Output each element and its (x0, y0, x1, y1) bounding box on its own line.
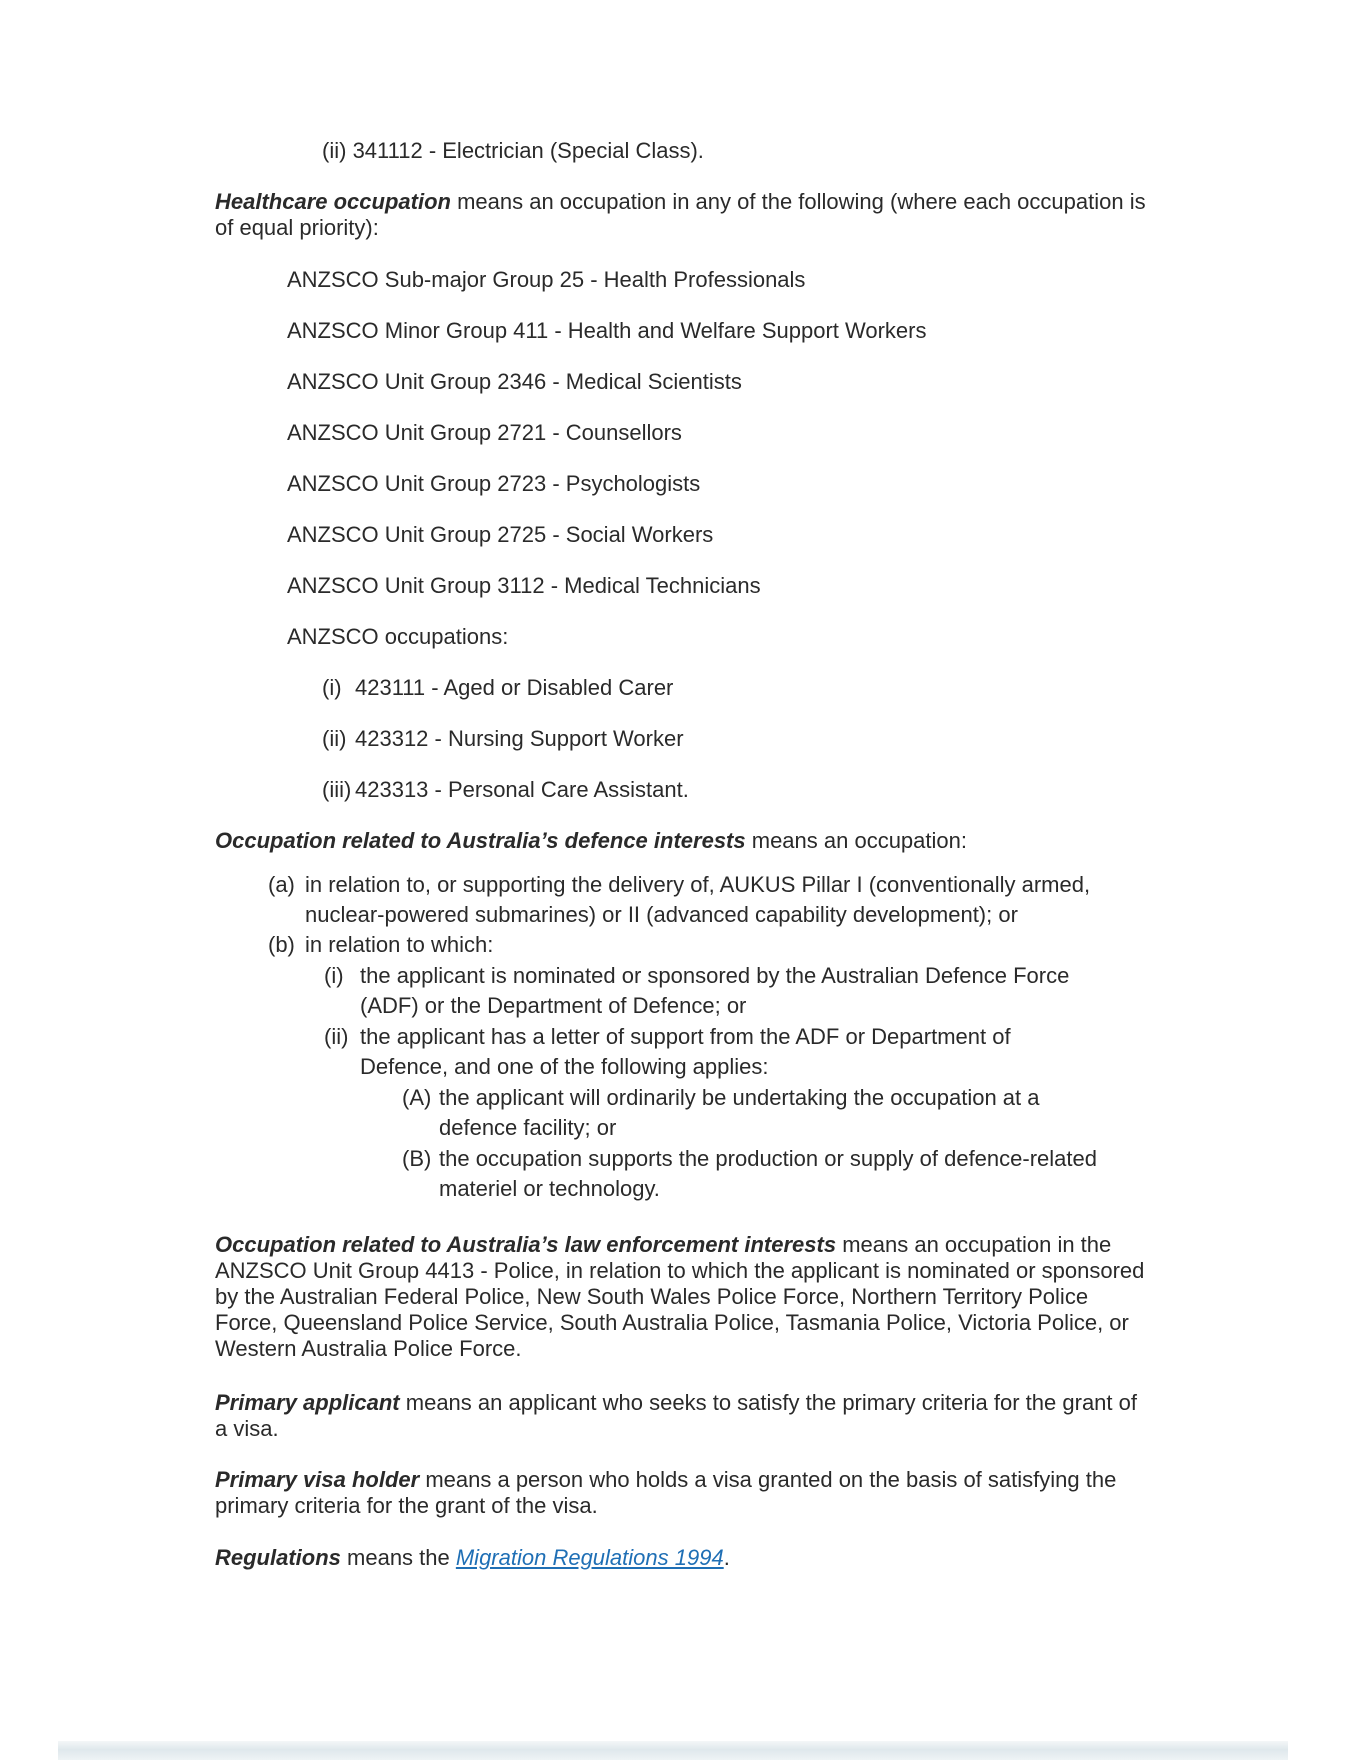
defence-sub-i-line: (ADF) or the Department of Defence; or (360, 993, 747, 1018)
law-enforcement-definition (215, 1232, 1155, 1362)
scan-edge-band (58, 1741, 1288, 1760)
primary-applicant-definition (215, 1390, 1155, 1442)
healthcare-group-item: ANZSCO Minor Group 411 - Health and Welfare Support Workers (287, 318, 927, 343)
primary-visa-holder-definition (215, 1467, 1155, 1519)
healthcare-term: Healthcare occupation (215, 189, 451, 214)
primary-applicant-definition-text: means an applicant who seeks to satisfy the primary criteria for the grant of a visa. (215, 1390, 1137, 1441)
regulations-definition (215, 1545, 730, 1571)
defence-sub-ii-line: Defence, and one of the following applies: (360, 1054, 769, 1079)
defence-item-b-line: in relation to which: (305, 932, 494, 957)
prev-item-label: (ii) (322, 138, 347, 163)
healthcare-group-item: ANZSCO Unit Group 2725 - Social Workers (287, 522, 714, 547)
regulations-definition-text: means the (340, 1545, 456, 1570)
defence-item-a-label: (a) (268, 872, 295, 897)
defence-definition (215, 828, 967, 854)
occupation-label: (iii) (322, 777, 352, 802)
occupation-item (322, 675, 673, 701)
occupation-item (322, 726, 684, 752)
primary-applicant-term: Primary applicant (215, 1390, 400, 1415)
occupation-text: 423111 - Aged or Disabled Carer (355, 675, 674, 700)
defence-sub-A-label: (A) (402, 1085, 432, 1110)
defence-definition-text: means an occupation: (745, 828, 967, 853)
healthcare-group-item: ANZSCO Unit Group 2723 - Psychologists (287, 471, 701, 496)
healthcare-definition (215, 189, 1155, 241)
law-enforcement-definition-text: means an occupation in the ANZSCO Unit Group 4413 - Police, in relation to which the applicant is nominated or sponsored by the Australian Federal Police, New South Wales Police Force, Northern Territory Police Force, Queensland Police Service, South Australia Police, Tasmania Police, Victoria Police, or Western Australia Police Force. (215, 1232, 1145, 1361)
occupation-label: (ii) (322, 726, 347, 751)
defence-sub-A-line: the applicant will ordinarily be undertaking the occupation at a (439, 1085, 1040, 1110)
healthcare-group-item: ANZSCO Sub-major Group 25 - Health Professionals (287, 267, 806, 292)
defence-sub-B-line: the occupation supports the production or supply of defence-related (439, 1146, 1097, 1171)
prev-item-text: 341112 - Electrician (Special Class). (352, 138, 704, 163)
law-enforcement-term: Occupation related to Australia’s law enforcement interests (215, 1232, 837, 1257)
defence-item-a-line: nuclear-powered submarines) or II (advanced capability development); or (305, 902, 1018, 927)
defence-item-a-line: in relation to, or supporting the delivery of, AUKUS Pillar I (conventionally armed, (305, 872, 1091, 897)
defence-term: Occupation related to Australia’s defence interests (215, 828, 746, 853)
healthcare-group-item: ANZSCO Unit Group 2721 - Counsellors (287, 420, 682, 445)
occupation-text: 423313 - Personal Care Assistant. (355, 777, 689, 802)
prev-list-item (322, 138, 704, 164)
healthcare-group-item: ANZSCO Unit Group 3112 - Medical Technicians (287, 573, 761, 598)
defence-sub-ii-line: the applicant has a letter of support from the ADF or Department of (360, 1024, 1011, 1049)
regulations-end: . (723, 1545, 730, 1570)
defence-sub-A-line: defence facility; or (439, 1115, 617, 1140)
primary-visa-holder-term: Primary visa holder (215, 1467, 420, 1492)
occupation-item (322, 777, 689, 803)
defence-sub-B-line: materiel or technology. (439, 1176, 660, 1201)
healthcare-group-item: ANZSCO Unit Group 2346 - Medical Scientists (287, 369, 742, 394)
occupations-heading: ANZSCO occupations: (287, 624, 509, 649)
defence-item-b-label: (b) (268, 932, 295, 957)
defence-sub-ii-label: (ii) (324, 1024, 349, 1049)
migration-regulations-link[interactable]: Migration Regulations 1994 (455, 1545, 724, 1570)
defence-sub-i-line: the applicant is nominated or sponsored by the Australian Defence Force (360, 963, 1070, 988)
occupation-text: 423312 - Nursing Support Worker (355, 726, 684, 751)
healthcare-definition-text: means an occupation in any of the following (where each occupation is of equal priority): (215, 189, 1146, 240)
occupation-label: (i) (322, 675, 342, 700)
defence-sub-B-label: (B) (402, 1146, 432, 1171)
regulations-term: Regulations (215, 1545, 341, 1570)
primary-visa-holder-definition-text: means a person who holds a visa granted on the basis of satisfying the primary criteria for the grant of the visa. (215, 1467, 1117, 1518)
defence-sub-i-label: (i) (324, 963, 344, 988)
